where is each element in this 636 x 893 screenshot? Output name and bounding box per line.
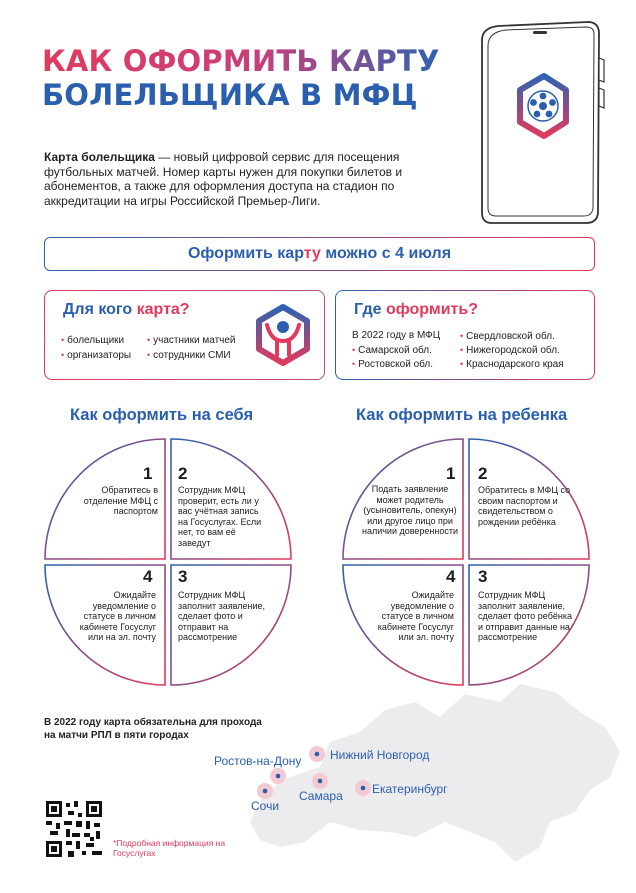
city-sochi: Сочи bbox=[251, 799, 280, 813]
self-steps-diagram bbox=[40, 434, 300, 694]
child-step-1-text: Подать заявление может родитель (усыновитель, опекун) или другое лицо при наличии доверенности bbox=[361, 484, 459, 536]
list-item: • Нижегородской обл. bbox=[460, 345, 560, 356]
child-section-title: Как оформить на ребенка bbox=[356, 406, 568, 424]
child-steps-diagram bbox=[338, 434, 598, 694]
fans-icon bbox=[253, 299, 313, 371]
page-title bbox=[42, 44, 440, 112]
child-step-4-text: Ожидайте уведомление о статусе в личном кабинете Госуслуг или эл. почту bbox=[377, 590, 454, 642]
city-yekaterinburg: Екатеринбург bbox=[372, 782, 448, 796]
child-step-2-number: 2 bbox=[478, 464, 488, 483]
qr-code[interactable] bbox=[46, 801, 102, 857]
list-item: • Самарской обл. bbox=[352, 345, 432, 356]
banner-text-a: Оформить кар bbox=[187, 245, 304, 262]
child-step-2-text: Обратитесь в МФЦ со своим паспортом и свидетельством о рождении ребёнка bbox=[478, 485, 571, 527]
child-step-4-number: 4 bbox=[446, 567, 456, 586]
self-step-1-number: 1 bbox=[143, 464, 153, 483]
child-step-3-text: Сотрудник МФЦ заполнит заявление, сделает фото ребёнка и отправит данные на рассмотрение bbox=[478, 590, 572, 642]
list-item: • организаторы bbox=[61, 350, 132, 361]
city-rostov: Ростов-на-Дону bbox=[214, 754, 302, 768]
banner-text-c: можно с 4 июля bbox=[320, 245, 452, 262]
intro-text: — новый цифровой сервис для посещения футбольных матчей. Номер карты нужен для покупки билетов и абонементов, а также для оформления доступа на стадион по аккредитации на игры Российской Премьер-Лиги. bbox=[44, 150, 403, 208]
intro-paragraph bbox=[44, 150, 424, 208]
self-step-1-text: Обратитесь в отделение МФЦ с паспортом bbox=[83, 485, 158, 516]
list-item: • Ростовской обл. bbox=[352, 359, 434, 370]
list-item: • участники матчей bbox=[147, 335, 236, 346]
where-title-b: оформить? bbox=[385, 301, 478, 318]
self-step-4-text: Ожидайте уведомление о статусе в личном кабинете Госуслуг или на эл. почту bbox=[79, 590, 156, 642]
footnote-link[interactable]: *Подробная информация на Госуслугах bbox=[113, 838, 226, 858]
self-step-2-text: Сотрудник МФЦ проверит, есть ли у вас учётная запись на Госуслугах. Если нет, то вам её заведут bbox=[178, 485, 262, 548]
map-note: В 2022 году карта обязательна для прохода на матчи РПЛ в пяти городах bbox=[44, 717, 262, 741]
start-date-banner bbox=[44, 237, 595, 271]
title-line-1: КАК ОФОРМИТЬ КАРТУ bbox=[42, 44, 440, 78]
city-nizhny-novgorod: Нижний Новгород bbox=[330, 748, 430, 762]
who-title-b: карта? bbox=[136, 301, 190, 318]
list-item: • болельщики bbox=[61, 335, 125, 346]
phone-illustration bbox=[478, 18, 628, 228]
self-step-3-number: 3 bbox=[178, 567, 188, 586]
russia-map bbox=[210, 672, 630, 872]
list-item: • Свердловской обл. bbox=[460, 331, 555, 342]
banner-text-b: ту bbox=[303, 245, 321, 262]
self-step-3-text: Сотрудник МФЦ заполнит заявление, сделает фото и отправит на рассмотрение bbox=[178, 590, 266, 642]
child-step-3-number: 3 bbox=[478, 567, 488, 586]
self-step-4-number: 4 bbox=[143, 567, 153, 586]
who-card-title bbox=[63, 301, 190, 319]
where-card bbox=[335, 290, 595, 380]
self-step-2-number: 2 bbox=[178, 464, 188, 483]
self-section-title: Как оформить на себя bbox=[70, 406, 254, 424]
list-item: • сотрудники СМИ bbox=[147, 350, 231, 361]
list-item: • Краснодарского края bbox=[460, 359, 564, 370]
who-card bbox=[44, 290, 325, 380]
child-step-1-number: 1 bbox=[446, 464, 456, 483]
intro-bold: Карта болельщика bbox=[44, 150, 155, 164]
list-item: В 2022 году в МФЦ bbox=[352, 330, 441, 341]
city-samara: Самара bbox=[299, 789, 343, 803]
who-title-a: Для кого bbox=[63, 301, 137, 318]
title-line-2: БОЛЕЛЬЩИКА В МФЦ bbox=[42, 78, 418, 112]
where-card-title bbox=[354, 301, 478, 319]
where-title-a: Где bbox=[354, 301, 386, 318]
